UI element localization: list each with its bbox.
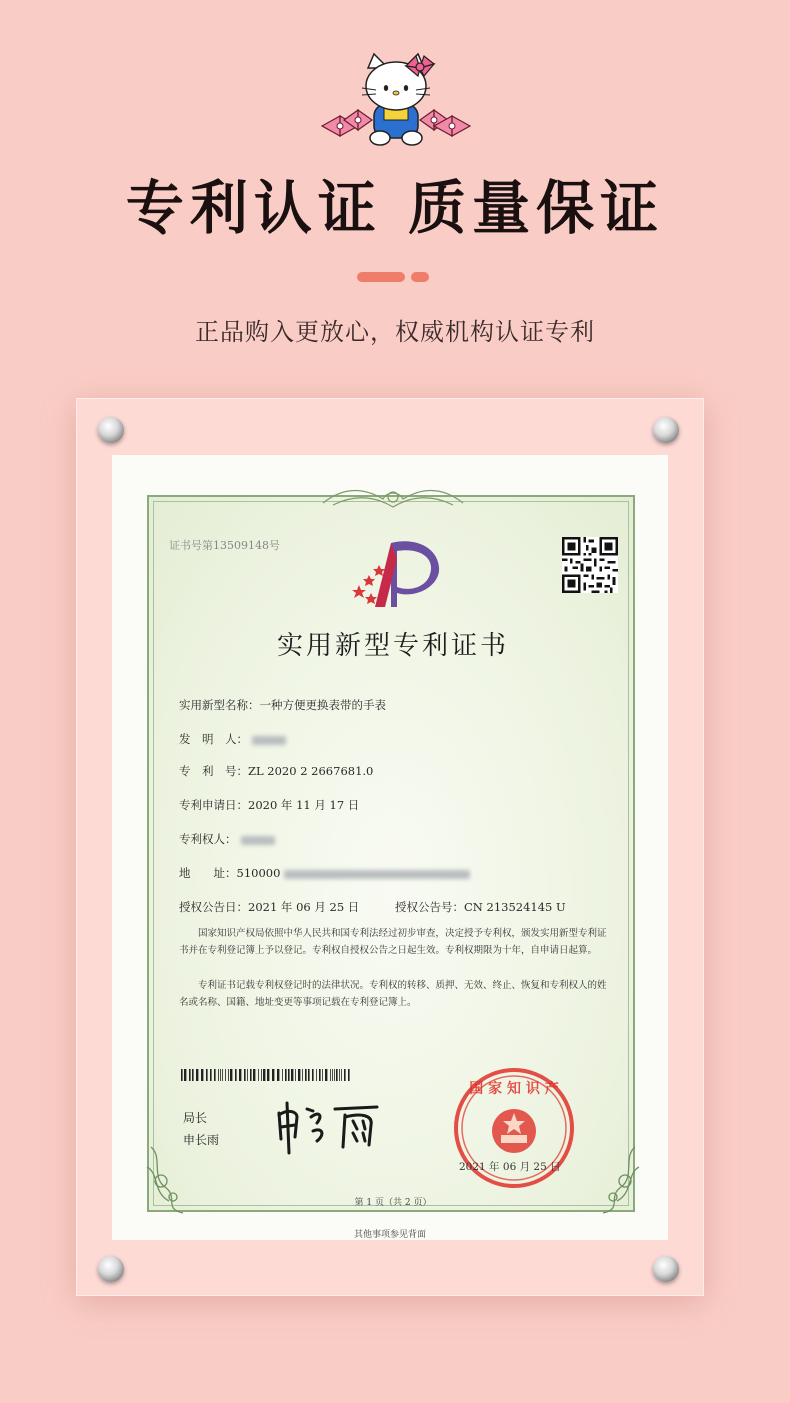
- accent-divider-dot: [411, 272, 429, 282]
- barcode-icon: [181, 1069, 351, 1081]
- patent-number-row: [179, 763, 373, 779]
- redacted-value: [252, 736, 286, 745]
- redacted-value: [241, 836, 275, 845]
- field-label: 专 利 号：: [179, 764, 248, 778]
- certificate-paragraph: 国家知识产权局依照中华人民共和国专利法经过初步审查，决定授予专利权，颁发实用新型专利证书并在专利登记簿上予以登记。专利权自授权公告之日起生效。专利权期限为十年，自申请日起算。: [179, 928, 607, 956]
- screw-icon: [98, 1256, 124, 1282]
- page-subline: 正品购入更放心，权威机构认证专利: [195, 318, 595, 346]
- address-row: [179, 865, 470, 881]
- screw-icon: [653, 1256, 679, 1282]
- page-number: 第 1 页（共 2 页）: [354, 1198, 432, 1208]
- field-label: 专利权人：: [179, 832, 237, 846]
- field-value: 一种方便更换表带的手表: [259, 698, 386, 712]
- director-name: 申长雨: [183, 1133, 220, 1147]
- seal-date: 2021 年 06 月 25 日: [459, 1161, 561, 1173]
- redacted-value: [284, 870, 470, 879]
- field-value: CN 213524145 U: [464, 900, 566, 914]
- top-ornament-icon: [313, 485, 473, 513]
- qr-code-icon: [562, 537, 618, 593]
- certificate-paragraph: 专利证书记载专利权登记时的法律状况。专利权的转移、质押、无效、终止、恢复和专利权人的姓名或名称、国籍、地址变更等事项记载在专利登记簿上。: [179, 980, 607, 1008]
- hello-kitty-mascot-icon: [318, 52, 474, 148]
- field-label: 地 址：: [179, 866, 237, 880]
- field-value: 2020 年 11 月 17 日: [248, 798, 360, 812]
- certificate-serial: 证书号第13509148号: [169, 539, 280, 552]
- page-headline: 专利认证 质量保证: [125, 174, 665, 242]
- field-label: 发 明 人：: [179, 732, 248, 746]
- back-note: 其他事项参见背面: [353, 1230, 426, 1240]
- field-label: 授权公告日：: [179, 900, 248, 914]
- patentee-row: [179, 831, 275, 847]
- field-value: 510000: [236, 866, 281, 880]
- sipo-logo-icon: [345, 537, 445, 609]
- field-label: 实用新型名称：: [179, 698, 260, 712]
- certificate-paper: [112, 455, 668, 1240]
- director-title: 局长: [183, 1111, 208, 1125]
- inventor-row: [179, 731, 286, 747]
- svg-text:国 家 知 识 产: 国 家 知 识 产: [469, 1081, 559, 1097]
- field-label: 专利申请日：: [179, 798, 248, 812]
- grant-date-row: [179, 899, 359, 915]
- field-label: 授权公告号：: [395, 900, 464, 914]
- utility-model-name-row: [179, 697, 386, 713]
- accent-divider: [357, 272, 405, 282]
- certificate-title: 实用新型专利证书: [276, 631, 509, 661]
- director-signature: [273, 1095, 403, 1155]
- screw-icon: [653, 417, 679, 443]
- field-value: 2021 年 06 月 25 日: [248, 900, 360, 914]
- certificate-frame: [147, 495, 635, 1212]
- grant-number-row: [395, 899, 566, 915]
- filing-date-row: [179, 797, 359, 813]
- screw-icon: [98, 417, 124, 443]
- field-value: ZL 2020 2 2667681.0: [248, 764, 374, 778]
